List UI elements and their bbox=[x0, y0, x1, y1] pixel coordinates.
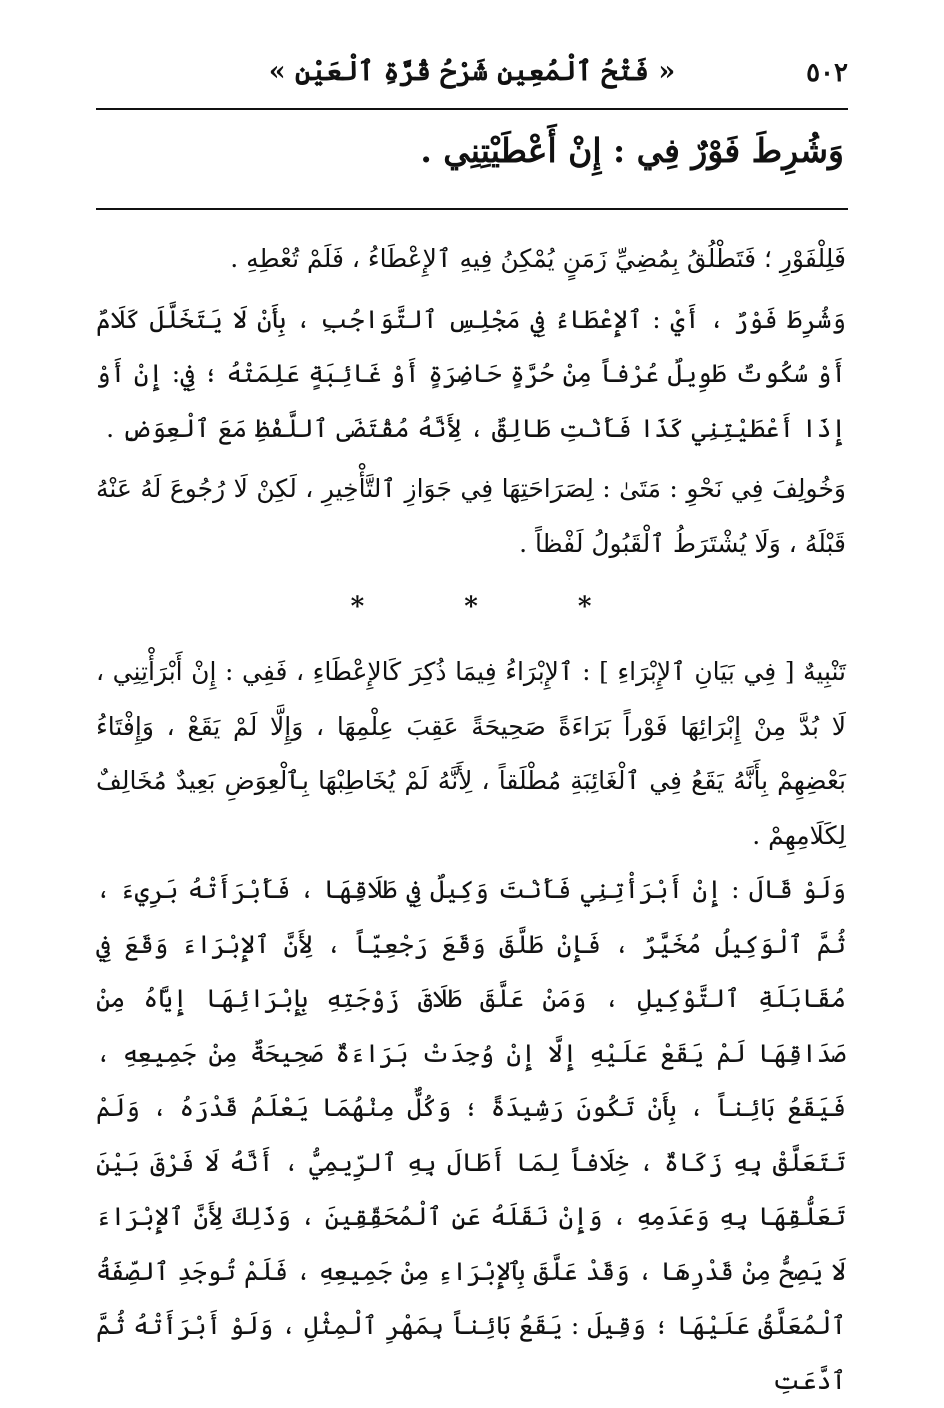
note-paragraph: وَلَوْ قَالَ : إِنْ أَبْرَأْتِنِي فَأَنْتَ وَكِيلٌ فِي طَلَاقِهَا ، فَأَبْرَأَتْهُ بَرِيءَ ، ثُمَّ ٱلْوَكِيلُ مُخَيَّرٌ ، فَإِنْ طَلَّقَ وَقَعَ رَجْعِيّاً ، لِأَنَّ ٱلإِبْرَاءَ وَقَعَ فِي مُقَابَلَةِ ٱلتَّوْكِيلِ ، وَمَنْ عَلَّقَ طَلَاقَ زَوْجَتِهِ بِإِبْرَائِهَا إِيَّاهُ مِنْ صَدَاقِهَا لَمْ يَقَعْ عَلَيْهِ إِلَّا إِنْ وُجِدَتْ بَرَاءَةٌ صَحِيحَةٌ مِنْ جَمِيعِهِ ، فَيَقَعُ بَائِناً ، بِأَنْ تَكُونَ رَشِيدَةً ؛ وَكُلٌّ مِنْهُمَا يَعْلَمُ قَدْرَهُ ، وَلَمْ تَتَعَلَّقْ بِهِ زَكَاةٌ ، خِلَافاً لِمَا أَطَالَ بِهِ ٱلرِّيمِيُّ ، أَنَّهُ لَا فَرْقَ بَيْنَ تَعَلُّقِهَا بِهِ وَعَدَمِهِ ، وَإِنْ نَقَلَهُ عَنِ ٱلْمُحَقِّقِينَ ، وَذَلِكَ لِأَنَّ ٱلإِبْرَاءَ لَا يَصِحُّ مِنْ قَدْرِهَا ، وَقَدْ عَلَّقَ بِٱلإِبْرَاءِ مِنْ جَمِيعِهِ ، فَلَمْ تُوجَدِ ٱلصِّفَةُ ٱلْمُعَلَّقُ عَلَيْهَا ؛ وَقِيلَ : يَقَعُ بَائِناً بِمَهْرِ ٱلْمِثْلِ ، وَلَوْ أَبْرَأَتْهُ ثُمَّ ٱدَّعَتِ bbox=[96, 875, 846, 1395]
commentary-body bbox=[96, 232, 846, 1408]
page-number: ٥٠٢ bbox=[806, 58, 848, 88]
verse-rule bbox=[96, 208, 848, 210]
paragraph: فَلِلْفَوْرِ ؛ فَتَطْلُقُ بِمُضِيِّ زَمَنٍ يُمْكِنُ فِيهِ ٱلإِعْطَاءُ ، فَلَمْ تُعْطِهِ . bbox=[230, 244, 846, 273]
section-separator bbox=[96, 575, 846, 639]
running-title: « فَتْحُ ٱلْمُعِينِ شَرْحُ قُرَّةِ ٱلْعَيْنِ » bbox=[268, 56, 676, 87]
paragraph: وَخُولِفَ فِي نَحْوِ : مَتَىٰ : لِصَرَاحَتِهَا فِي جَوَازِ ٱلتَّأْخِيرِ ، لَكِنْ لَا رُجُوعَ لَهُ عَنْهُ قَبْلَهُ ، وَلَا يُشْتَرَطُ ٱلْقَبُولُ لَفْظاً . bbox=[96, 474, 846, 558]
note-paragraph: تَنْبِيهٌ [ فِي بَيَانِ ٱلإِبْرَاءِ ] : ٱلإِبْرَاءُ فِيمَا ذُكِرَ كَالإِعْطَاءِ ، فَفِي : إِنْ أَبْرَأْتِنِي ، لَا بُدَّ مِنْ إِبْرَائِهَا فَوْراً بَرَاءَةً صَحِيحَةً عَقِبَ عِلْمِهَا ، وَإِلَّا لَمْ يَقَعْ ، وَإِفْتَاءُ بَعْضِهِمْ بِأَنَّهُ يَقَعُ فِي ٱلْغَائِبَةِ مُطْلَقاً ، لِأَنَّهُ لَمْ يُخَاطِبْهَا بِٱلْعِوَضِ بَعِيدٌ مُخَالِفٌ لِكَلَامِهِمْ . bbox=[96, 657, 846, 850]
page-header bbox=[96, 52, 848, 102]
asterisk-ornament: * bbox=[350, 592, 365, 622]
header-rule bbox=[96, 108, 848, 110]
asterisk-ornament: * bbox=[577, 592, 592, 622]
paragraph: وَشُرِطَ فَوْرٌ ، أَيْ : ٱلإِعْطَاءُ فِي مَجْلِسِ ٱلتَّوَاجُبِ ، بِأَنْ لَا يَتَخَلَّلَ كَلَامٌ أَوْ سُكُوتٌ طَوِيلٌ عُرْفاً مِنْ حُرَّةٍ حَاضِرَةٍ أَوْ غَائِبَةٍ عَلِمَتْهُ ؛ فِي: إِنْ أَوْ إِذَا أَعْطَيْتِنِي كَذَا فَأَنْتِ طَالِقٌ ، لِأَنَّهُ مُقْتَضَى ٱللَّفْظِ مَعَ ٱلْعِوَضِ . bbox=[96, 304, 846, 443]
asterisk-ornament: * bbox=[464, 592, 478, 622]
verse-line: وَشُرِطَ فَوْرٌ فِي : إِنْ أَعْطَيْتِنِي . bbox=[420, 131, 844, 170]
